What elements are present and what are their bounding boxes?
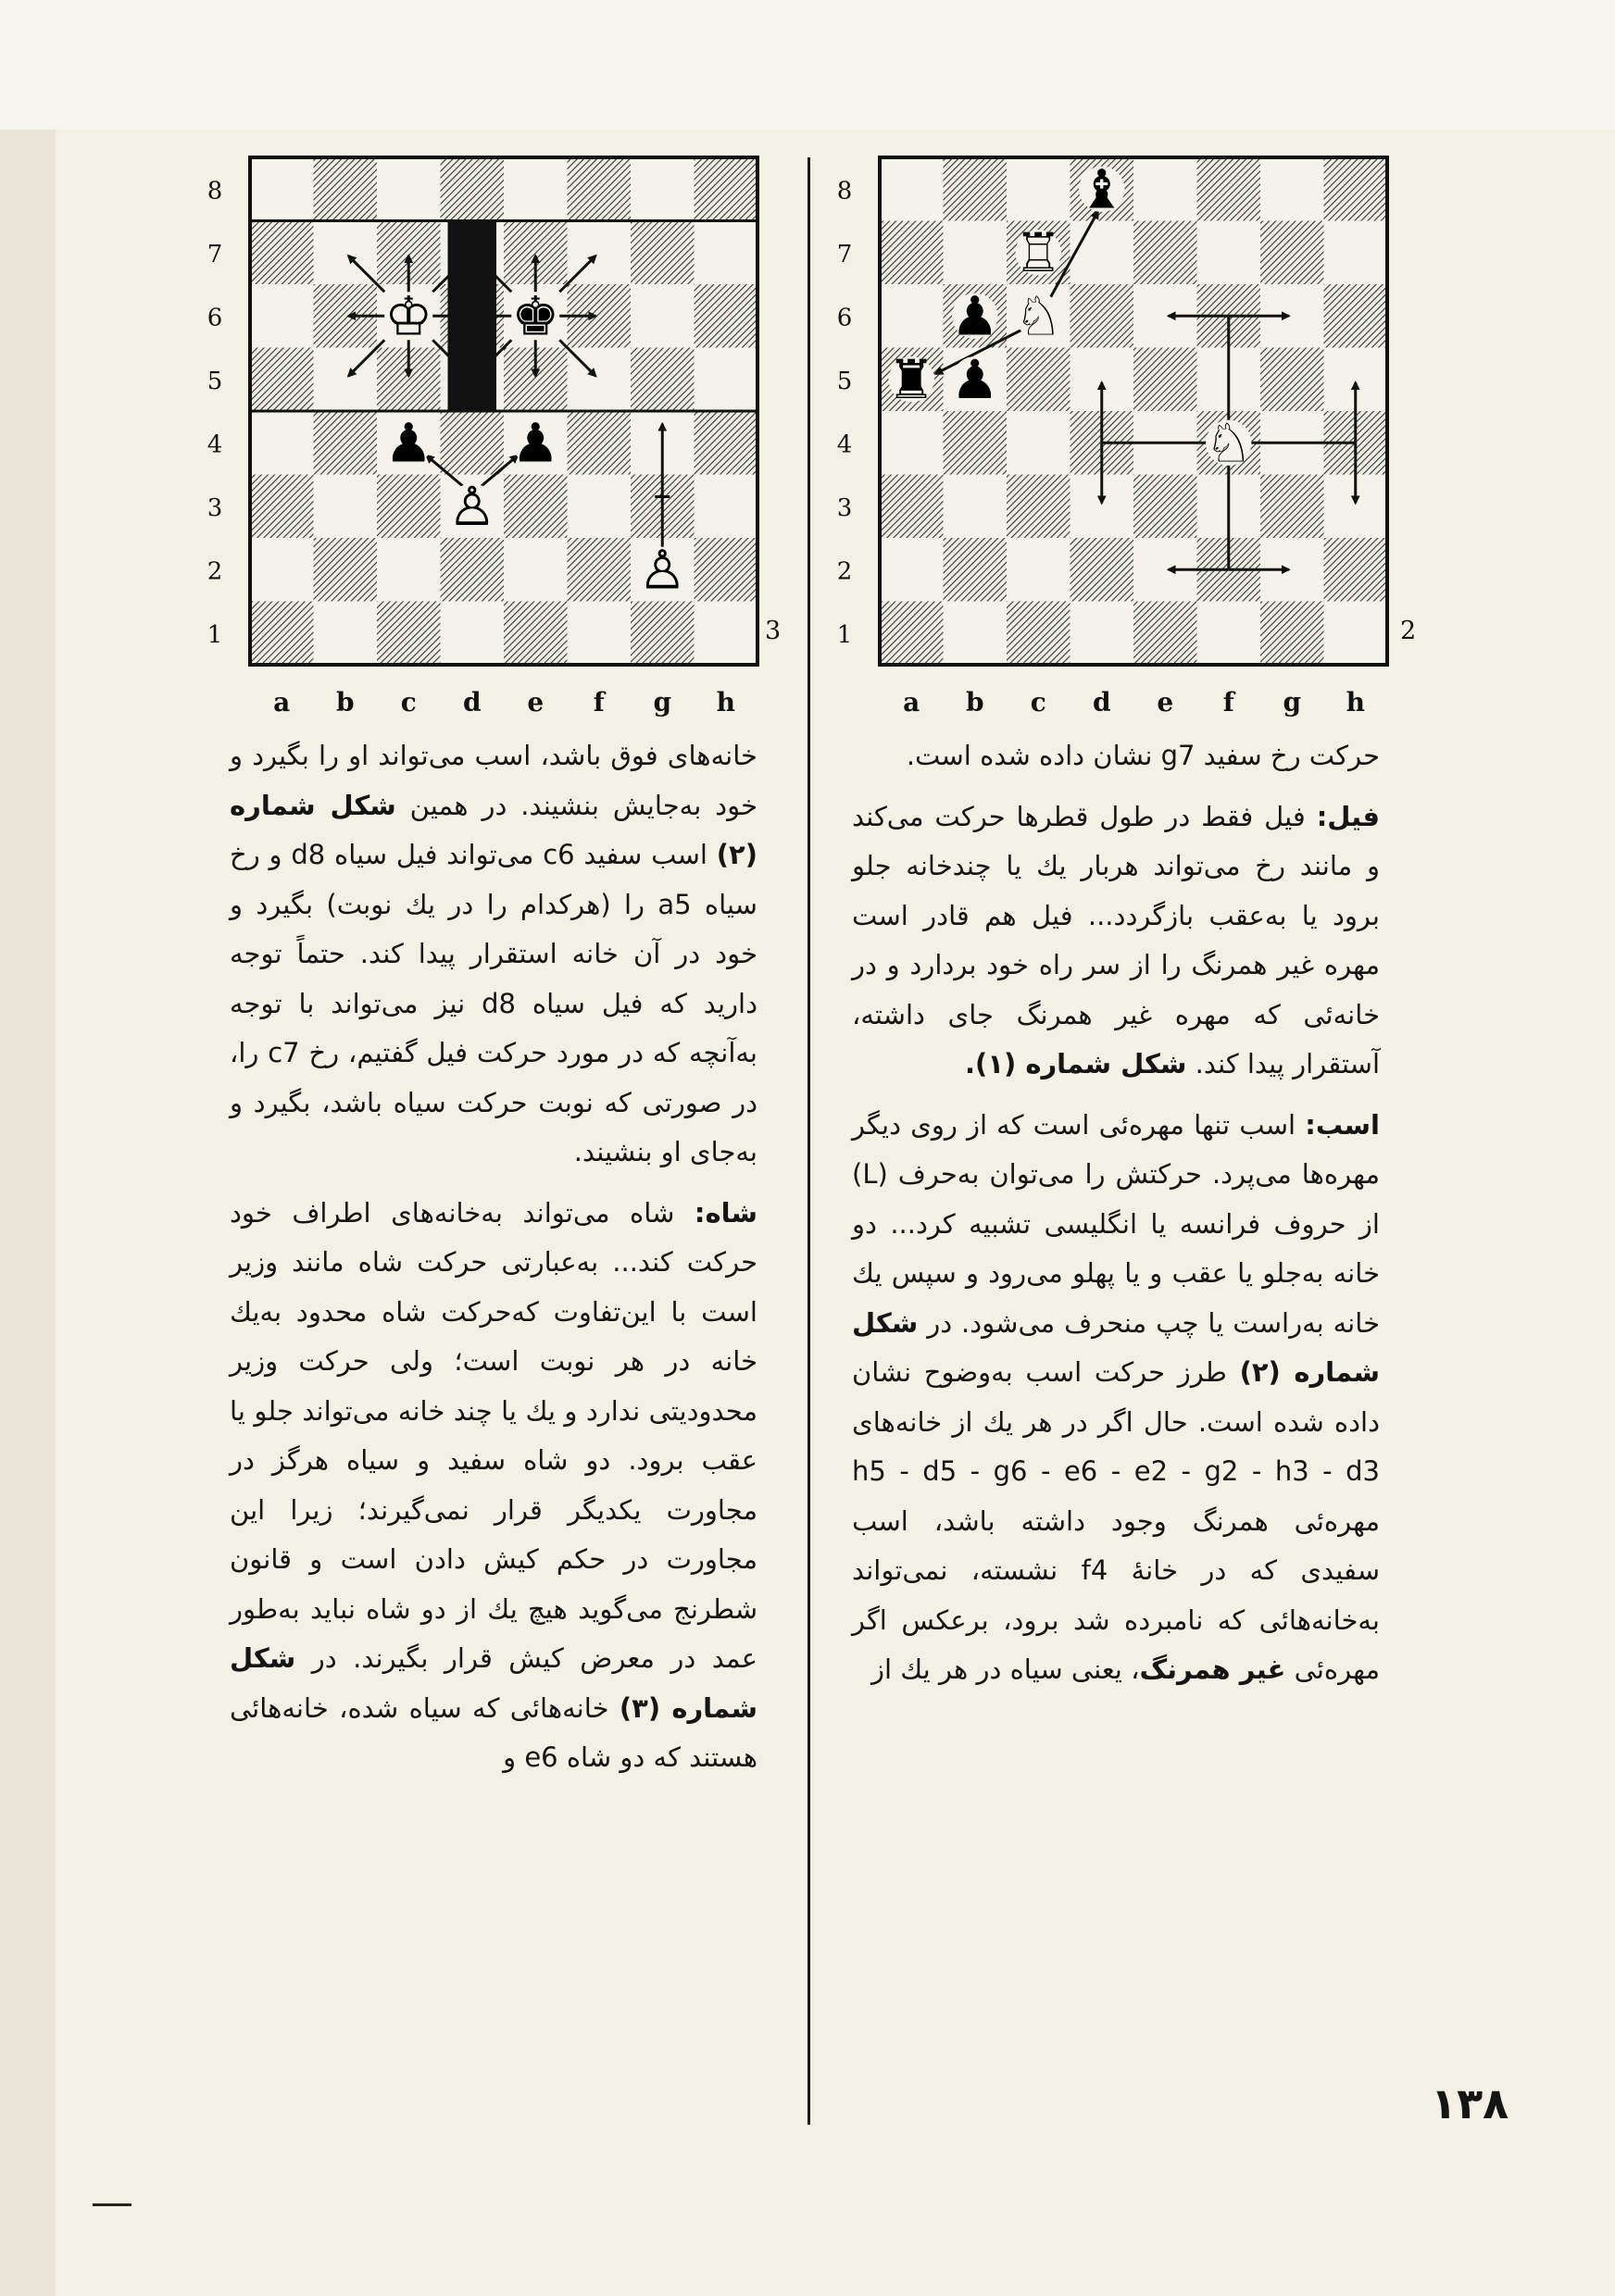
board-square xyxy=(1070,284,1134,348)
board-square xyxy=(1197,221,1261,285)
black-bishop-piece: ♝ xyxy=(1077,157,1126,221)
rank-label: 1 xyxy=(207,620,223,649)
paragraph xyxy=(230,1189,757,1783)
board-square xyxy=(631,348,695,412)
term-bishop: فیل: xyxy=(1316,800,1380,832)
board-square xyxy=(1260,475,1324,539)
board-square xyxy=(504,538,568,602)
figure-reference: شکل شماره (۲) xyxy=(230,789,758,870)
board-square xyxy=(695,475,758,539)
board-square xyxy=(695,602,758,666)
file-label: d xyxy=(1092,687,1111,718)
board-square xyxy=(377,538,441,602)
file-label: a xyxy=(273,687,291,718)
page-number: ۱۳۸ xyxy=(1431,2078,1509,2128)
board-square xyxy=(695,411,758,475)
right-text-column xyxy=(852,731,1380,1695)
file-label: b xyxy=(335,687,355,718)
board-square xyxy=(1197,602,1261,666)
file-label: h xyxy=(1346,687,1365,718)
board-square xyxy=(880,221,944,285)
board-square xyxy=(441,157,505,221)
board-square xyxy=(314,538,378,602)
rank-label: 1 xyxy=(836,620,853,649)
file-label: g xyxy=(653,687,672,718)
paragraph xyxy=(852,1101,1380,1695)
column-divider xyxy=(808,157,810,2125)
file-label: e xyxy=(527,687,545,718)
page-top-margin xyxy=(0,0,1615,130)
rank-label: 5 xyxy=(207,367,223,395)
emphasis: غیر همرنگ xyxy=(1139,1653,1286,1685)
black-king-piece: ♚ xyxy=(511,284,560,348)
board-square xyxy=(1007,411,1070,475)
board-square xyxy=(1070,221,1134,285)
white-pawn-piece: ♙ xyxy=(447,474,496,538)
white-pawn-piece: ♙ xyxy=(638,538,687,602)
chess-diagram-figure-2 xyxy=(824,148,1417,722)
board-square xyxy=(1133,348,1197,412)
black-pawn-piece: ♟ xyxy=(950,284,999,348)
board-square xyxy=(377,602,441,666)
board-square xyxy=(1324,157,1388,221)
rank-label: 8 xyxy=(207,177,223,206)
rank-label: 8 xyxy=(836,177,853,206)
board-square xyxy=(1197,157,1261,221)
paragraph xyxy=(230,731,757,1178)
file-label: c xyxy=(400,687,417,718)
board-square xyxy=(1133,157,1197,221)
rank-label: 6 xyxy=(836,304,853,332)
black-rook-piece: ♜ xyxy=(887,347,936,411)
board-square xyxy=(250,538,314,602)
board-square xyxy=(1007,538,1070,602)
board-square xyxy=(695,284,758,348)
board-square xyxy=(944,411,1008,475)
file-label: d xyxy=(462,687,482,718)
rank-label: 7 xyxy=(836,240,853,268)
board-square xyxy=(1324,221,1388,285)
rank-label: 4 xyxy=(207,430,223,459)
board-square xyxy=(1260,157,1324,221)
white-knight-piece: ♘ xyxy=(1204,411,1253,475)
text-run: خانه‌های فوق باشد، اسب می‌تواند او را بگیرد و خود به‌جایش بنشیند. در همین xyxy=(230,740,758,821)
board-square xyxy=(1260,348,1324,412)
board-square xyxy=(631,157,695,221)
file-label: c xyxy=(1030,687,1046,718)
file-label: h xyxy=(716,687,735,718)
board-square xyxy=(250,157,314,221)
board-square xyxy=(1007,475,1070,539)
figure-reference: شکل شماره (۱). xyxy=(965,1048,1187,1079)
board-square xyxy=(377,475,441,539)
board-square xyxy=(1007,348,1070,412)
board-square xyxy=(880,602,944,666)
rank-label: 6 xyxy=(207,304,223,332)
paragraph xyxy=(852,792,1380,1090)
rank-label: 4 xyxy=(836,430,853,459)
chess-diagram-figure-3 xyxy=(194,148,787,722)
text-run: حرکت رخ سفید g7 نشان داده شده است. xyxy=(906,740,1380,771)
board-square xyxy=(1260,602,1324,666)
footer-mark xyxy=(93,2203,131,2206)
board-square xyxy=(880,157,944,221)
page-shadow-edge xyxy=(0,0,56,2296)
board-square xyxy=(568,411,632,475)
board-square xyxy=(944,221,1008,285)
chess-board-figure-3 xyxy=(194,148,787,722)
board-square xyxy=(1133,475,1197,539)
text-run: اسب سفید c6 می‌تواند فیل سیاه d8 و رخ سیاه a5 را (هرکدام را در یك نوبت) بگیرد و خود در آن خانه استقرار پیدا کند. حتماً توجه دارید که فیل سیاه d8 نیز می‌تواند با توجه به‌آنچه که در مورد حرکت فیل گفتیم، رخ c7 را، در صورتی که نوبت حرکت سیاه باشد، بگیرد و به‌جای او بنشیند. xyxy=(230,839,757,1167)
text-run: طرز حرکت اسب به‌وضوح نشان داده شده است. حال اگر در هر یك از خانه‌های h5 - d5 - g6 - e6 - e2 - g2 - h3 - d3 مهره‌ئی همرنگ وجود داشته باشد، اسب سفیدی که در خانهٔ f4 نشسته، نمی‌تواند به‌خانه‌هائی که نامبرده شد برود، برعکس اگر مهره‌ئی xyxy=(852,1356,1381,1685)
board-square xyxy=(250,411,314,475)
text-run: شاه می‌تواند به‌خانه‌های اطراف خود حرکت کند... به‌عبارتی حرکت شاه مانند وزیر است با این‌تفاوت که‌حرکت شاه محدود به‌یك خانه در هر نوبت است؛ ولی حرکت وزیر محدودیتی ندارد و یك یا چند خانه می‌تواند جلو یا عقب برود. دو شاه سفید و سیاه هرگز در مجاورت یکدیگر قرار نمی‌گیرند؛ زیرا این مجاورت در حکم کیش دادن است و قانون شطرنج می‌گوید هیچ یك از دو شاه نباید به‌طور عمد در معرض کیش قرار بگیرند. در xyxy=(230,1196,757,1674)
board-square xyxy=(250,602,314,666)
board-square xyxy=(504,602,568,666)
board-square xyxy=(314,411,378,475)
black-pawn-piece: ♟ xyxy=(384,411,433,475)
white-rook-piece: ♖ xyxy=(1014,220,1063,284)
file-label: a xyxy=(903,687,920,718)
board-square xyxy=(314,602,378,666)
board-square xyxy=(250,348,314,412)
rank-label: 5 xyxy=(836,367,853,395)
board-square xyxy=(1133,602,1197,666)
chess-board-figure-2 xyxy=(824,148,1417,722)
board-square xyxy=(1007,157,1070,221)
figure-3-number: 3 xyxy=(765,617,782,645)
board-square xyxy=(880,284,944,348)
board-square xyxy=(695,538,758,602)
board-square xyxy=(250,284,314,348)
board-square xyxy=(880,411,944,475)
black-pawn-piece: ♟ xyxy=(511,411,560,475)
board-square xyxy=(377,157,441,221)
board-square xyxy=(1260,221,1324,285)
board-square xyxy=(944,475,1008,539)
rank-label: 3 xyxy=(836,493,853,522)
text-run: خانه‌هائی که سیاه شده، خانه‌هائی هستند که دو شاه e6 و xyxy=(230,1691,757,1773)
text-run: فیل فقط در طول قطرها حرکت می‌کند و مانند رخ می‌تواند هربار یك یا چندخانه جلو برود یا به‌عقب بازگردد... فیل هم قادر است مهره غیر همرنگ را از سر راه خود بردارد و در خانه‌ئی که مهره غیر همرنگ جای داشته، آستقرار پیدا کند. xyxy=(852,800,1380,1079)
board-square xyxy=(250,221,314,285)
file-label: f xyxy=(593,687,605,718)
board-square xyxy=(944,602,1008,666)
board-square xyxy=(1070,538,1134,602)
board-square xyxy=(880,538,944,602)
file-label: b xyxy=(965,687,984,718)
figure-2-number: 2 xyxy=(1400,617,1417,645)
text-run: اسب تنها مهره‌ئی است که از روی دیگر مهره‌ها می‌پرد. حرکتش را می‌توان به‌حرف (L) از حروف فرانسه یا انگلیسی تشبیه کرد... دو خانه به‌جلو یا عقب و یا پهلو می‌رود و سپس یك خانه به‌راست یا چپ منحرف می‌شود. در xyxy=(852,1108,1380,1339)
board-square xyxy=(695,221,758,285)
board-square xyxy=(441,538,505,602)
rank-label: 2 xyxy=(207,557,223,586)
board-square xyxy=(695,348,758,412)
board-square xyxy=(631,602,695,666)
board-square xyxy=(1133,221,1197,285)
term-knight: اسب: xyxy=(1305,1108,1380,1141)
left-text-column xyxy=(230,731,757,1783)
board-square xyxy=(1007,602,1070,666)
rank-label: 3 xyxy=(207,493,223,522)
board-square xyxy=(631,284,695,348)
white-knight-piece: ♘ xyxy=(1014,284,1063,348)
board-square xyxy=(568,538,632,602)
board-square xyxy=(1324,602,1388,666)
board-square xyxy=(1324,284,1388,348)
term-king: شاه: xyxy=(694,1196,757,1229)
board-square xyxy=(250,475,314,539)
board-square xyxy=(880,475,944,539)
board-square xyxy=(504,475,568,539)
board-square xyxy=(568,157,632,221)
board-square xyxy=(631,221,695,285)
file-label: g xyxy=(1283,687,1302,718)
text-run: ، یعنی سیاه در هر یك از xyxy=(870,1653,1140,1685)
board-square xyxy=(944,157,1008,221)
figure-reference: شکل شماره (۲) xyxy=(852,1306,1381,1388)
file-label: f xyxy=(1222,687,1234,718)
figure-reference: شکل شماره (۳) xyxy=(230,1642,758,1724)
board-square xyxy=(314,157,378,221)
paragraph xyxy=(852,731,1380,781)
black-pawn-piece: ♟ xyxy=(950,347,999,411)
board-square xyxy=(695,157,758,221)
board-square xyxy=(568,602,632,666)
rank-label: 2 xyxy=(836,557,853,586)
rank-label: 7 xyxy=(207,240,223,268)
board-square xyxy=(441,411,505,475)
file-label: e xyxy=(1157,687,1174,718)
board-square xyxy=(568,475,632,539)
white-king-piece: ♔ xyxy=(384,284,433,348)
board-square xyxy=(1070,602,1134,666)
board-square xyxy=(314,475,378,539)
board-square xyxy=(944,538,1008,602)
board-square xyxy=(441,602,505,666)
board-square xyxy=(504,157,568,221)
board-square xyxy=(1324,538,1388,602)
